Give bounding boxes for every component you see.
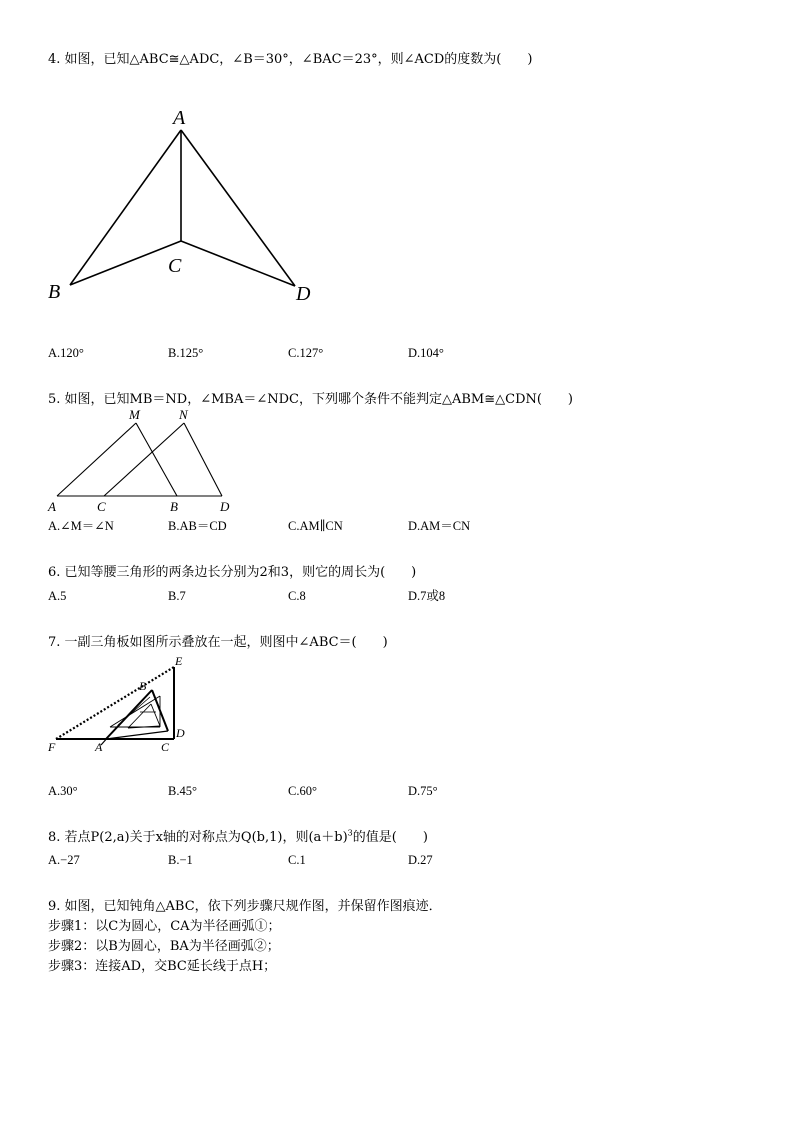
q4-segment-bc xyxy=(70,241,181,285)
q6-stem: 6. 已知等腰三角形的两条边长分别为2和3，则它的周长为( ) xyxy=(48,565,417,580)
q7-segment-ab xyxy=(106,690,152,739)
q5-label-c: C xyxy=(97,499,106,514)
q5-segment-mb xyxy=(136,423,177,496)
q5-label-b: B xyxy=(170,499,178,514)
q8-stem-after: 的值是( ) xyxy=(352,830,428,845)
q4-option-b: B.125° xyxy=(168,346,204,360)
q9-stem: 9. 如图，已知钝角△ABC，依下列步骤尺规作图，并保留作图痕迹． xyxy=(48,899,442,914)
q4-label-c: C xyxy=(168,255,182,277)
q5-stem: 5. 如图，已知MB＝ND，∠MBA＝∠NDC，下列哪个条件不能判定△ABM≅△CDN( ) xyxy=(48,392,574,407)
q7-option-c: C.60° xyxy=(288,784,317,798)
q4-label-b: B xyxy=(48,281,61,303)
q4-segment-ad xyxy=(181,130,295,286)
q7-option-d: D.75° xyxy=(408,784,438,798)
q9-step-1: 步骤1：以C为圆心，CA为半径画弧①； xyxy=(48,919,281,934)
q6-option-b: B.7 xyxy=(168,589,186,603)
q5-label-d: D xyxy=(220,499,230,514)
q8-option-c: C.1 xyxy=(288,853,306,867)
q6-option-d: D.7或8 xyxy=(408,589,446,603)
q5-segment-nd xyxy=(184,423,222,496)
q9-step-3: 步骤3：连接AD，交BC延长线于点H； xyxy=(48,959,277,974)
q5-label-m: M xyxy=(129,407,140,422)
q7-option-b: B.45° xyxy=(168,784,197,798)
q4-label-d: D xyxy=(296,283,311,305)
q4-segment-ab xyxy=(70,130,181,285)
q7-option-a: A.30° xyxy=(48,784,78,798)
q4-stem: 4. 如图，已知△ABC≅△ADC，∠B＝30°，∠BAC＝23°，则∠ACD的度数为( ) xyxy=(48,52,533,67)
q7-stem: 7. 一副三角板如图所示叠放在一起，则图中∠ABC＝( ) xyxy=(48,635,388,650)
q8-stem-before: 8. 若点P(2,a)关于x轴的对称点为Q(b,1)，则(a＋b) xyxy=(48,830,348,845)
q4-option-a: A.120° xyxy=(48,346,84,360)
q5-option-d: D.AM＝CN xyxy=(408,519,471,533)
q8-option-a: A.−27 xyxy=(48,853,80,867)
q9-step-2: 步骤2：以B为圆心，BA为半径画弧②； xyxy=(48,939,280,954)
q7-label-a: A xyxy=(95,740,103,754)
q7-segment-ad xyxy=(106,731,168,739)
q6-option-c: C.8 xyxy=(288,589,306,603)
q7-segment-fe xyxy=(56,667,174,739)
q4-option-c: C.127° xyxy=(288,346,324,360)
q7-label-c: C xyxy=(161,740,170,754)
q5-label-n: N xyxy=(179,407,188,422)
q5-option-c: C.AM∥CN xyxy=(288,519,343,533)
q5-option-b: B.AB＝CD xyxy=(168,519,227,533)
q5-segment-am xyxy=(57,423,136,496)
q8-stem xyxy=(48,830,428,846)
q8-option-b: B.−1 xyxy=(168,853,193,867)
q5-label-a: A xyxy=(48,499,56,514)
q5-segment-cn xyxy=(104,423,184,496)
q4-segment-cd xyxy=(181,241,295,286)
q5-option-a: A.∠M＝∠N xyxy=(48,519,114,533)
q7-label-d: D xyxy=(176,726,185,740)
q7-label-e: E xyxy=(175,654,183,668)
q6-option-a: A.5 xyxy=(48,589,67,603)
q7-label-f: F xyxy=(48,740,56,754)
q7-label-b: B xyxy=(139,679,147,693)
q4-option-d: D.104° xyxy=(408,346,444,360)
q8-stem-exponent: 3 xyxy=(347,828,353,838)
q8-option-d: D.27 xyxy=(408,853,433,867)
q7-segment-bd xyxy=(152,690,168,731)
q4-label-a: A xyxy=(173,107,186,129)
